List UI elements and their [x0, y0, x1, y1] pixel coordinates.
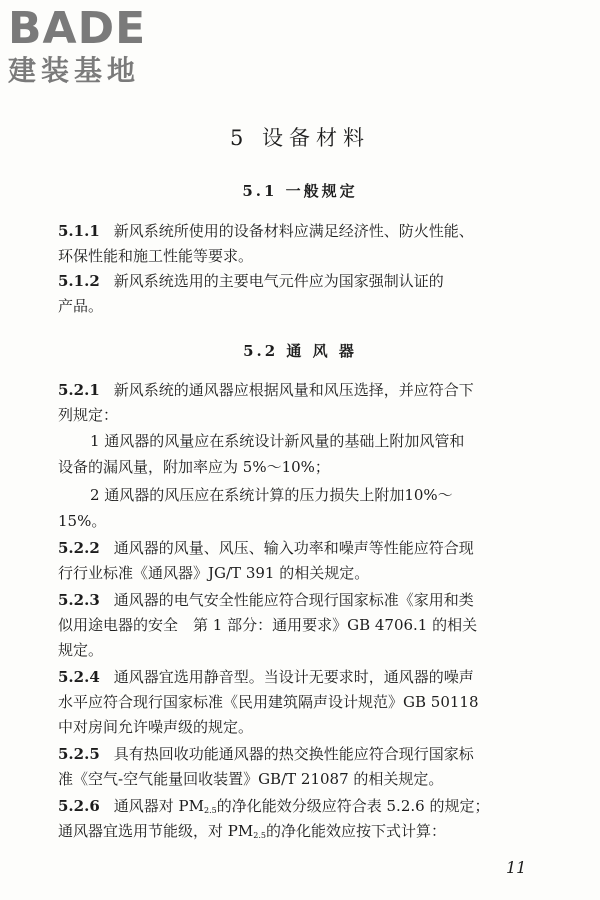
- clause-line: [58, 538, 548, 558]
- clause-line: [58, 744, 548, 764]
- section-title-5-1: 5.1 一般规定: [242, 182, 358, 200]
- clause-line: [58, 380, 548, 400]
- clause-text: 的净化能效应按下式计算：: [265, 822, 446, 840]
- clause-number: 5.2.3: [58, 591, 100, 609]
- clause-line: [58, 296, 548, 316]
- clause-number: 5.2.4: [58, 668, 100, 686]
- page-number: 11: [506, 858, 527, 877]
- clause-text: 15%。: [58, 512, 107, 530]
- clause-text: 通风器的电气安全性能应符合现行国家标准《家用和类: [113, 591, 474, 609]
- clause-line: [58, 511, 548, 531]
- clause-line: [58, 221, 548, 241]
- clause-text: 设备的漏风量，附加率应为 5%～10%；: [58, 458, 330, 476]
- clause-text: 水平应符合现行国家标准《民用建筑隔声设计规范》GB 50118: [58, 693, 479, 711]
- clause-line: [58, 769, 548, 789]
- clause-line: [58, 405, 548, 425]
- clause-text: 环保性能和施工性能等要求。: [58, 247, 254, 265]
- clause-text: 中对房间允许噪声级的规定。: [58, 718, 254, 736]
- pm-subscript: 2.5: [253, 831, 266, 840]
- clause-text: 规定。: [58, 641, 104, 659]
- list-item-text: 2 通风器的风压应在系统计算的压力损失上附加10%～: [90, 486, 453, 504]
- clause-line: [58, 615, 548, 635]
- clause-text: 似用途电器的安全 第 1 部分：通用要求》GB 4706.1 的相关: [58, 616, 478, 634]
- clause-line: [58, 667, 548, 687]
- list-item-line: [90, 485, 580, 505]
- list-item-text: 1 通风器的风量应在系统设计新风量的基础上附加风管和: [90, 432, 465, 450]
- clause-line: [58, 640, 548, 660]
- clause-text: 的净化能效分级应符合表 5.2.6 的规定；: [216, 797, 490, 815]
- section-title-5-2: 5.2 通 风 器: [243, 342, 357, 360]
- clause-number: 5.1.1: [58, 222, 100, 240]
- clause-line: [58, 796, 548, 821]
- clause-line: [58, 717, 548, 737]
- clause-line: [58, 821, 548, 846]
- clause-text: 具有热回收功能通风器的热交换性能应符合现行国家标: [113, 745, 474, 763]
- clause-number: 5.2.1: [58, 381, 100, 399]
- clause-text: 行行业标准《通风器》JG/T 391 的相关规定。: [58, 564, 370, 582]
- chapter-title: 5 设备材料: [229, 126, 371, 150]
- clause-text: 通风器对 PM: [113, 797, 204, 815]
- clause-line: [58, 246, 548, 266]
- clause-line: [58, 271, 548, 291]
- clause-number: 5.2.2: [58, 539, 100, 557]
- logo-wordmark: BADE: [8, 3, 147, 54]
- clause-text: 新风系统所使用的设备材料应满足经济性、防火性能、: [113, 222, 474, 240]
- list-item-line: [90, 431, 580, 451]
- bade-logo: [8, 3, 178, 88]
- clause-number: 5.2.5: [58, 745, 100, 763]
- clause-line: [58, 590, 548, 610]
- clause-text: 通风器的风量、风压、输入功率和噪声等性能应符合现: [113, 539, 474, 557]
- clause-line: [58, 563, 548, 583]
- pm-subscript: 2.5: [204, 806, 217, 815]
- clause-text: 通风器宜选用节能级，对 PM: [58, 822, 254, 840]
- clause-text: 通风器宜选用静音型。当设计无要求时，通风器的噪声: [113, 668, 474, 686]
- clause-number: 5.1.2: [58, 272, 100, 290]
- clause-text: 产品。: [58, 297, 104, 315]
- clause-text: 列规定：: [58, 406, 119, 424]
- clause-line: [58, 457, 548, 477]
- clause-number: 5.2.6: [58, 797, 100, 815]
- logo-chinese-text: 建装基地: [8, 54, 141, 87]
- clause-line: [58, 692, 548, 712]
- clause-text: 新风系统的通风器应根据风量和风压选择，并应符合下: [113, 381, 474, 399]
- clause-text: 准《空气-空气能量回收装置》GB/T 21087 的相关规定。: [58, 770, 444, 788]
- clause-text: 新风系统选用的主要电气元件应为国家强制认证的: [113, 272, 444, 290]
